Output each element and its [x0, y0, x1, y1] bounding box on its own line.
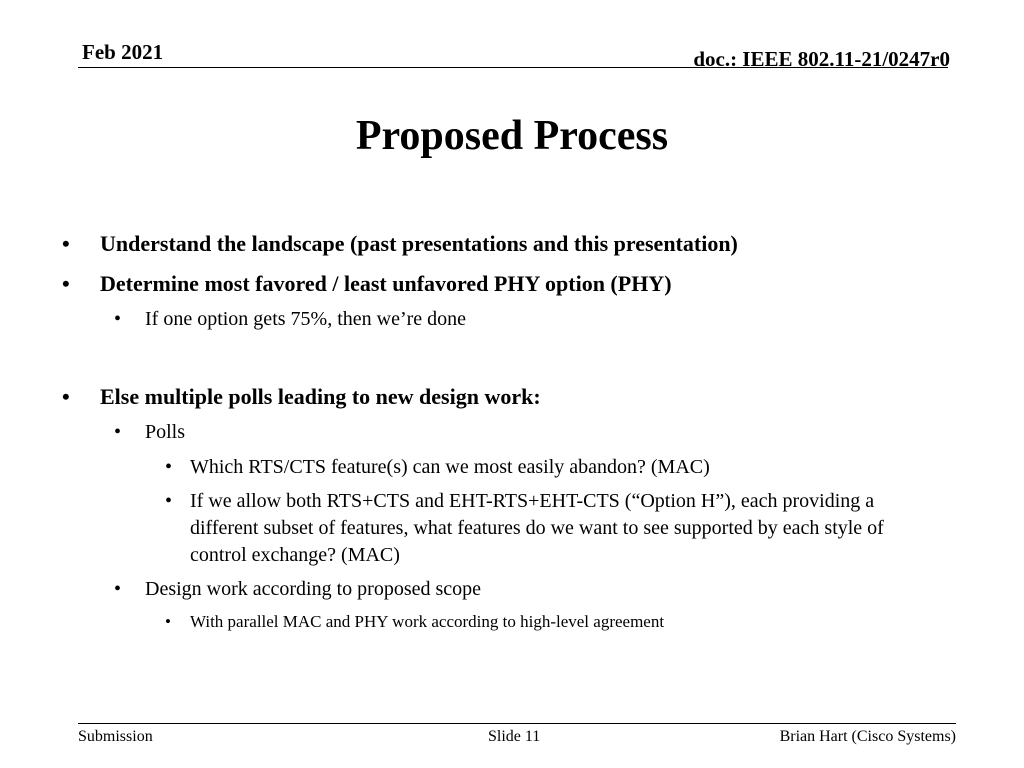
bullet-text: Understand the landscape (past presentations and this presentation) [100, 231, 738, 256]
header-date: Feb 2021 [82, 40, 164, 64]
bullet-determine [62, 271, 942, 297]
bullet-text: If one option gets 75%, then we’re done [145, 308, 467, 330]
header-doc-id: doc.: IEEE 802.11-21/0247r0 [693, 47, 950, 71]
header-divider [78, 67, 948, 68]
bullet-text: If we allow both RTS+CTS and EHT-RTS+EHT-CTS (“Option H”), each providing a different subset of features, what features do we want to see supported by each style of control exchange? (MAC) [190, 490, 884, 566]
footer-divider [78, 723, 956, 724]
bullet-rts-cts [165, 454, 885, 481]
bullet-dot: • [114, 578, 122, 600]
bullet-else-polls [62, 384, 942, 410]
bullet-polls [114, 421, 934, 444]
bullet-dot: • [114, 421, 122, 443]
bullet-text: Polls [145, 421, 186, 443]
bullet-parallel [165, 612, 885, 632]
bullet-text: With parallel MAC and PHY work according to high-level agreement [190, 612, 665, 631]
footer-author: Brian Hart (Cisco Systems) [779, 728, 956, 745]
footer-submission: Submission [78, 728, 153, 745]
bullet-landscape [62, 231, 942, 257]
bullet-text: Which RTS/CTS feature(s) can we most easily abandon? (MAC) [190, 456, 710, 478]
bullet-dot: • [62, 384, 70, 409]
bullet-text: Else multiple polls leading to new design work: [100, 384, 541, 409]
bullet-dot: • [165, 456, 173, 478]
bullet-design-work [114, 578, 934, 601]
bullet-dot: • [62, 271, 70, 296]
bullet-dot: • [165, 490, 173, 512]
bullet-option-h [165, 488, 885, 569]
bullet-dot: • [165, 612, 171, 631]
bullet-dot: • [62, 231, 70, 256]
bullet-text: Design work according to proposed scope [145, 578, 482, 600]
bullet-dot: • [114, 308, 122, 330]
bullet-text: Determine most favored / least unfavored PHY option (PHY) [100, 271, 672, 296]
slide-title: Proposed Process [355, 113, 669, 159]
bullet-one-option [114, 308, 934, 331]
footer-slide-number: Slide 11 [488, 728, 541, 745]
